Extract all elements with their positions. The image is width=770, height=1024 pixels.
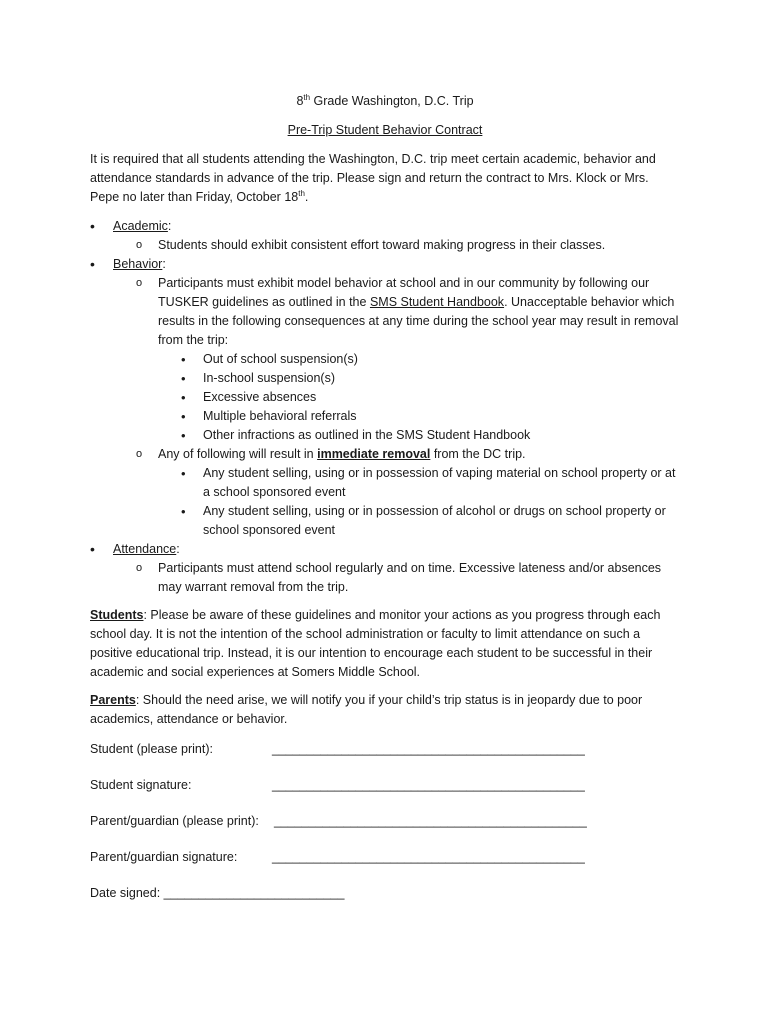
student-print-label: Student (please print): [90, 742, 213, 756]
behavior-label: Behavior [113, 257, 163, 271]
attendance-section [90, 540, 680, 597]
behavior-item-model [136, 274, 680, 445]
standards-list [90, 217, 680, 597]
list-item: • Excessive absences [203, 388, 680, 407]
consequences-list [158, 350, 680, 445]
academic-label: Academic [113, 219, 168, 233]
page-subtitle [90, 121, 680, 140]
parents-label: Parents [90, 693, 136, 707]
behavior-item1-text-b: . Unacceptable behavior which results in the following consequences at any time during the school year may result in removal from the trip: [158, 295, 679, 347]
list-item: • Any student selling, using or in possession of vaping material on school property or at a school sponsored event [203, 464, 680, 502]
handbook-reference: SMS Student Handbook [369, 295, 505, 309]
attendance-colon: : [176, 542, 180, 556]
list-item: • Any student selling, using or in possession of alcohol or drugs on school property or school sponsored event [203, 502, 680, 540]
parent-signature-row [90, 848, 680, 867]
date-signed-row [90, 884, 680, 903]
intro-paragraph [90, 150, 680, 207]
intro-date-suffix: th [298, 188, 305, 198]
academic-sublist [113, 236, 680, 255]
student-print-line[interactable]: _____________________________________________ [272, 742, 585, 756]
student-signature-label: Student signature: [90, 778, 192, 792]
intro-end: . [304, 190, 309, 204]
list-item: • Other infractions as outlined in the SMS Student Handbook [203, 426, 680, 445]
student-print-row [90, 740, 680, 759]
behavior-item2-text-b: from the DC trip. [430, 447, 526, 461]
behavior-item-removal [136, 445, 680, 540]
academic-item-text: Students should exhibit consistent effort toward making progress in their classes. [158, 238, 606, 252]
parent-print-label: Parent/guardian (please print): [90, 814, 259, 828]
academic-item [136, 236, 680, 255]
behavior-sublist [113, 274, 680, 540]
parent-print-row [90, 812, 680, 831]
students-label: Students [90, 608, 144, 622]
contract-page [90, 92, 680, 903]
removal-list [158, 464, 680, 540]
signature-block [90, 740, 680, 903]
page-title [90, 92, 680, 111]
attendance-label: Attendance [113, 542, 177, 556]
date-signed-label: Date signed: [90, 886, 164, 900]
student-signature-row [90, 776, 680, 795]
immediate-removal-text: immediate removal [317, 447, 431, 461]
date-signed-line[interactable]: __________________________ [163, 886, 345, 900]
circle-bullet-icon: o [136, 562, 143, 574]
students-text: : Please be aware of these guidelines and monitor your actions as you progress through each school day. It is not the intention of the school administration or faculty to limit attendance on such a positive educational trip. Instead, it is our intention to encourage each student to be successful in their academic and social experiences at Somers Middle School. [90, 608, 661, 679]
parent-signature-line[interactable]: _____________________________________________ [272, 850, 585, 864]
title-grade-number: 8 [296, 94, 304, 108]
title-text: Grade Washington, D.C. Trip [310, 94, 474, 108]
parents-text: : Should the need arise, we will notify you if your child’s trip status is in jeopardy due to poor academics, attendance or behavior. [90, 693, 643, 726]
academic-colon: : [167, 219, 172, 233]
parent-print-line[interactable]: _____________________________________________ [274, 814, 587, 828]
list-item: • Multiple behavioral referrals [203, 407, 680, 426]
attendance-item [136, 559, 680, 597]
attendance-sublist [113, 559, 680, 597]
title-grade-suffix: th [303, 92, 311, 102]
circle-bullet-icon: o [136, 239, 143, 251]
attendance-item-text: Participants must attend school regularly and on time. Excessive lateness and/or absences may warrant removal from the trip. [158, 561, 662, 594]
subtitle-text: Pre-Trip Student Behavior Contract [287, 123, 483, 137]
students-paragraph [90, 606, 680, 682]
circle-bullet-icon: o [136, 277, 143, 289]
behavior-section [90, 255, 680, 540]
list-item: • In-school suspension(s) [203, 369, 680, 388]
intro-text: It is required that all students attending the Washington, D.C. trip meet certain academic, behavior and attendance standards in advance of the trip. Please sign and return the contract to Mrs. Klock or Mrs. Pepe no later than Friday, October 18 [90, 152, 656, 204]
list-item: • Out of school suspension(s) [203, 350, 680, 369]
academic-section [90, 217, 680, 255]
behavior-colon: : [162, 257, 166, 271]
student-signature-line[interactable]: _____________________________________________ [272, 778, 585, 792]
behavior-item2-text-a: Any of following will result in [158, 447, 318, 461]
behavior-item1-text-a: Participants must exhibit model behavior at school and in our community by following our TUSKER guidelines as outlined in the [158, 276, 650, 309]
parents-paragraph [90, 691, 680, 729]
circle-bullet-icon: o [136, 448, 143, 460]
parent-signature-label: Parent/guardian signature: [90, 850, 238, 864]
